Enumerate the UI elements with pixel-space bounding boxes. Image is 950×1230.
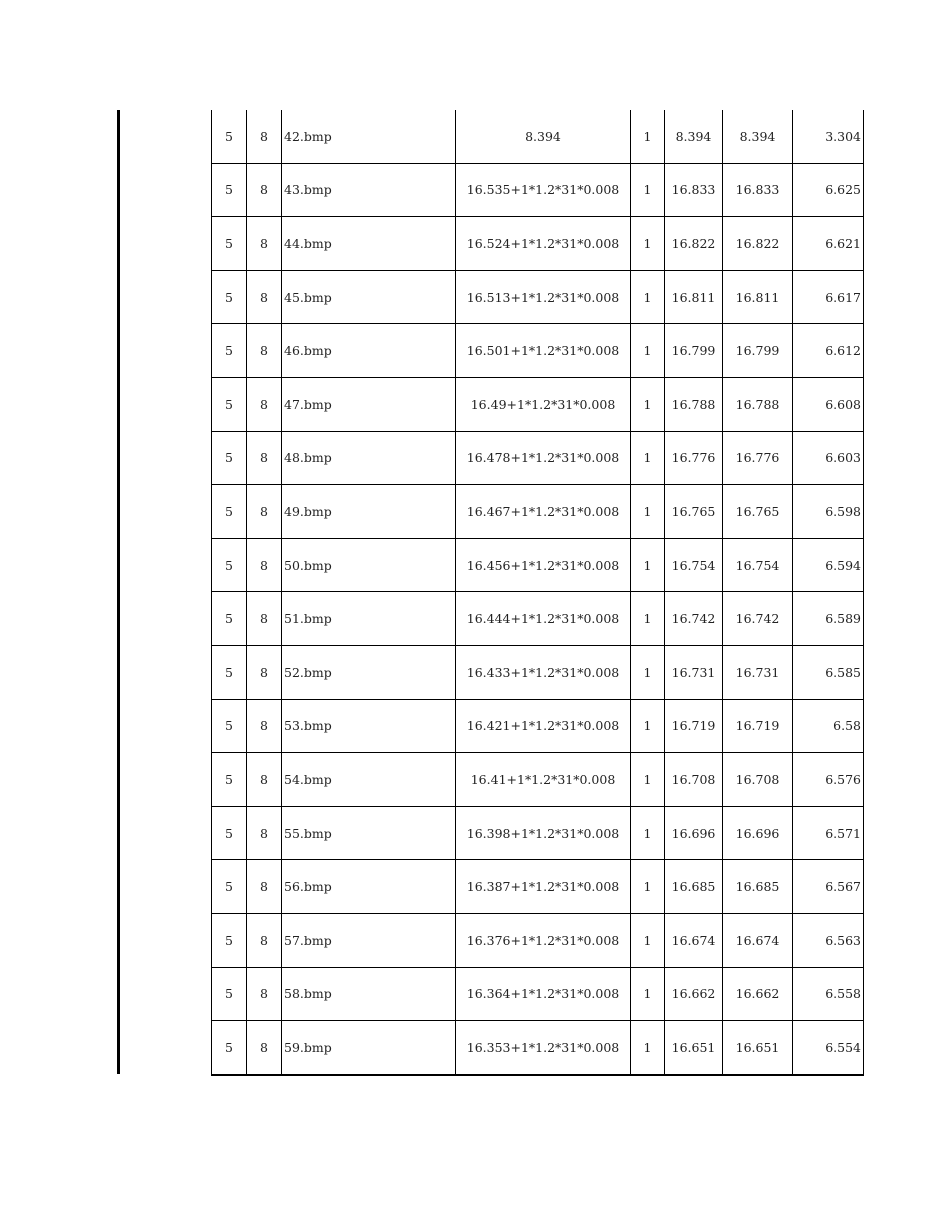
cell-filename: 57.bmp <box>282 913 456 967</box>
cell-value-3: 6.558 <box>793 967 864 1021</box>
table-row <box>212 110 864 163</box>
cell-value-2: 16.776 <box>723 431 793 485</box>
cell-col-b: 8 <box>247 431 282 485</box>
table-row <box>212 217 864 271</box>
cell-value-1: 16.822 <box>665 217 723 271</box>
cell-value-2: 16.822 <box>723 217 793 271</box>
table-row <box>212 377 864 431</box>
cell-col-b: 8 <box>247 538 282 592</box>
cell-count: 1 <box>631 270 665 324</box>
cell-count: 1 <box>631 753 665 807</box>
cell-value-1: 16.776 <box>665 431 723 485</box>
cell-value-2: 16.765 <box>723 485 793 539</box>
cell-value-2: 16.651 <box>723 1021 793 1075</box>
cell-value-1: 16.754 <box>665 538 723 592</box>
cell-count: 1 <box>631 324 665 378</box>
cell-value-2: 16.833 <box>723 163 793 217</box>
cell-col-a: 5 <box>212 163 247 217</box>
cell-value-2: 16.754 <box>723 538 793 592</box>
cell-value-3: 6.567 <box>793 860 864 914</box>
cell-col-b: 8 <box>247 645 282 699</box>
cell-value-1: 16.696 <box>665 806 723 860</box>
cell-col-a: 5 <box>212 699 247 753</box>
cell-col-b: 8 <box>247 1021 282 1075</box>
cell-value-2: 16.799 <box>723 324 793 378</box>
cell-value-1: 16.742 <box>665 592 723 646</box>
cell-col-a: 5 <box>212 913 247 967</box>
cell-value-1: 16.685 <box>665 860 723 914</box>
cell-col-b: 8 <box>247 217 282 271</box>
table-row <box>212 431 864 485</box>
table-row <box>212 163 864 217</box>
cell-col-a: 5 <box>212 753 247 807</box>
cell-filename: 46.bmp <box>282 324 456 378</box>
cell-count: 1 <box>631 645 665 699</box>
cell-filename: 45.bmp <box>282 270 456 324</box>
cell-value-3: 6.576 <box>793 753 864 807</box>
cell-filename: 48.bmp <box>282 431 456 485</box>
cell-filename: 55.bmp <box>282 806 456 860</box>
cell-count: 1 <box>631 592 665 646</box>
cell-value-1: 16.719 <box>665 699 723 753</box>
cell-formula: 16.467+1*1.2*31*0.008 <box>456 485 631 539</box>
cell-value-2: 16.811 <box>723 270 793 324</box>
cell-col-b: 8 <box>247 967 282 1021</box>
cell-formula: 16.353+1*1.2*31*0.008 <box>456 1021 631 1075</box>
cell-col-b: 8 <box>247 485 282 539</box>
cell-formula: 16.433+1*1.2*31*0.008 <box>456 645 631 699</box>
table-row <box>212 485 864 539</box>
cell-value-2: 16.708 <box>723 753 793 807</box>
cell-col-b: 8 <box>247 753 282 807</box>
cell-value-3: 6.612 <box>793 324 864 378</box>
cell-count: 1 <box>631 913 665 967</box>
cell-filename: 49.bmp <box>282 485 456 539</box>
cell-col-b: 8 <box>247 592 282 646</box>
cell-filename: 42.bmp <box>282 110 456 163</box>
cell-value-1: 16.708 <box>665 753 723 807</box>
cell-count: 1 <box>631 217 665 271</box>
cell-value-2: 16.788 <box>723 377 793 431</box>
table-row <box>212 538 864 592</box>
cell-col-a: 5 <box>212 110 247 163</box>
cell-filename: 50.bmp <box>282 538 456 592</box>
cell-filename: 52.bmp <box>282 645 456 699</box>
cell-col-a: 5 <box>212 538 247 592</box>
cell-count: 1 <box>631 806 665 860</box>
cell-col-b: 8 <box>247 377 282 431</box>
cell-value-3: 3.304 <box>793 110 864 163</box>
cell-value-2: 16.696 <box>723 806 793 860</box>
cell-count: 1 <box>631 967 665 1021</box>
cell-value-3: 6.58 <box>793 699 864 753</box>
cell-value-3: 6.617 <box>793 270 864 324</box>
cell-value-2: 16.719 <box>723 699 793 753</box>
cell-filename: 53.bmp <box>282 699 456 753</box>
cell-value-3: 6.594 <box>793 538 864 592</box>
cell-value-3: 6.554 <box>793 1021 864 1075</box>
cell-filename: 54.bmp <box>282 753 456 807</box>
table-row <box>212 913 864 967</box>
cell-col-b: 8 <box>247 699 282 753</box>
cell-col-a: 5 <box>212 592 247 646</box>
cell-value-1: 16.662 <box>665 967 723 1021</box>
cell-formula: 16.478+1*1.2*31*0.008 <box>456 431 631 485</box>
cell-formula: 16.513+1*1.2*31*0.008 <box>456 270 631 324</box>
cell-filename: 51.bmp <box>282 592 456 646</box>
cell-formula: 16.421+1*1.2*31*0.008 <box>456 699 631 753</box>
cell-count: 1 <box>631 110 665 163</box>
cell-formula: 16.387+1*1.2*31*0.008 <box>456 860 631 914</box>
cell-col-b: 8 <box>247 270 282 324</box>
table-row <box>212 699 864 753</box>
table-body <box>212 110 864 1075</box>
cell-filename: 47.bmp <box>282 377 456 431</box>
cell-count: 1 <box>631 163 665 217</box>
cell-formula: 16.456+1*1.2*31*0.008 <box>456 538 631 592</box>
table-row <box>212 645 864 699</box>
cell-value-3: 6.603 <box>793 431 864 485</box>
cell-col-a: 5 <box>212 217 247 271</box>
cell-count: 1 <box>631 538 665 592</box>
cell-filename: 43.bmp <box>282 163 456 217</box>
cell-value-1: 16.799 <box>665 324 723 378</box>
cell-col-b: 8 <box>247 806 282 860</box>
cell-value-1: 16.788 <box>665 377 723 431</box>
cell-col-a: 5 <box>212 270 247 324</box>
cell-value-2: 16.674 <box>723 913 793 967</box>
cell-value-1: 16.833 <box>665 163 723 217</box>
cell-col-a: 5 <box>212 1021 247 1075</box>
cell-col-b: 8 <box>247 913 282 967</box>
cell-count: 1 <box>631 377 665 431</box>
page-left-border <box>117 110 120 1074</box>
cell-col-b: 8 <box>247 110 282 163</box>
cell-col-a: 5 <box>212 377 247 431</box>
cell-filename: 56.bmp <box>282 860 456 914</box>
table-row <box>212 324 864 378</box>
cell-formula: 16.444+1*1.2*31*0.008 <box>456 592 631 646</box>
cell-value-2: 16.742 <box>723 592 793 646</box>
cell-col-a: 5 <box>212 485 247 539</box>
cell-count: 1 <box>631 860 665 914</box>
cell-formula: 16.501+1*1.2*31*0.008 <box>456 324 631 378</box>
cell-value-3: 6.563 <box>793 913 864 967</box>
cell-count: 1 <box>631 699 665 753</box>
cell-filename: 59.bmp <box>282 1021 456 1075</box>
data-table <box>211 110 864 1076</box>
cell-col-b: 8 <box>247 324 282 378</box>
cell-formula: 16.49+1*1.2*31*0.008 <box>456 377 631 431</box>
cell-filename: 58.bmp <box>282 967 456 1021</box>
cell-count: 1 <box>631 1021 665 1075</box>
cell-formula: 16.364+1*1.2*31*0.008 <box>456 967 631 1021</box>
table-row <box>212 592 864 646</box>
cell-value-2: 16.685 <box>723 860 793 914</box>
cell-value-3: 6.571 <box>793 806 864 860</box>
cell-col-a: 5 <box>212 431 247 485</box>
cell-col-a: 5 <box>212 860 247 914</box>
cell-value-2: 16.731 <box>723 645 793 699</box>
cell-col-a: 5 <box>212 645 247 699</box>
cell-count: 1 <box>631 431 665 485</box>
cell-col-b: 8 <box>247 163 282 217</box>
cell-formula: 16.535+1*1.2*31*0.008 <box>456 163 631 217</box>
table-row <box>212 806 864 860</box>
cell-value-1: 16.651 <box>665 1021 723 1075</box>
cell-value-3: 6.585 <box>793 645 864 699</box>
cell-col-b: 8 <box>247 860 282 914</box>
table-row <box>212 753 864 807</box>
cell-formula: 16.524+1*1.2*31*0.008 <box>456 217 631 271</box>
table-row <box>212 1021 864 1075</box>
cell-value-1: 16.811 <box>665 270 723 324</box>
cell-formula: 16.41+1*1.2*31*0.008 <box>456 753 631 807</box>
cell-value-1: 16.674 <box>665 913 723 967</box>
cell-value-3: 6.608 <box>793 377 864 431</box>
cell-formula: 16.376+1*1.2*31*0.008 <box>456 913 631 967</box>
cell-value-3: 6.598 <box>793 485 864 539</box>
cell-value-3: 6.621 <box>793 217 864 271</box>
cell-value-1: 8.394 <box>665 110 723 163</box>
cell-formula: 16.398+1*1.2*31*0.008 <box>456 806 631 860</box>
cell-value-2: 16.662 <box>723 967 793 1021</box>
cell-value-2: 8.394 <box>723 110 793 163</box>
table-row <box>212 860 864 914</box>
cell-value-1: 16.765 <box>665 485 723 539</box>
cell-value-1: 16.731 <box>665 645 723 699</box>
cell-col-a: 5 <box>212 806 247 860</box>
cell-col-a: 5 <box>212 967 247 1021</box>
table-row <box>212 967 864 1021</box>
cell-formula: 8.394 <box>456 110 631 163</box>
cell-filename: 44.bmp <box>282 217 456 271</box>
cell-count: 1 <box>631 485 665 539</box>
cell-value-3: 6.625 <box>793 163 864 217</box>
cell-value-3: 6.589 <box>793 592 864 646</box>
table-row <box>212 270 864 324</box>
cell-col-a: 5 <box>212 324 247 378</box>
